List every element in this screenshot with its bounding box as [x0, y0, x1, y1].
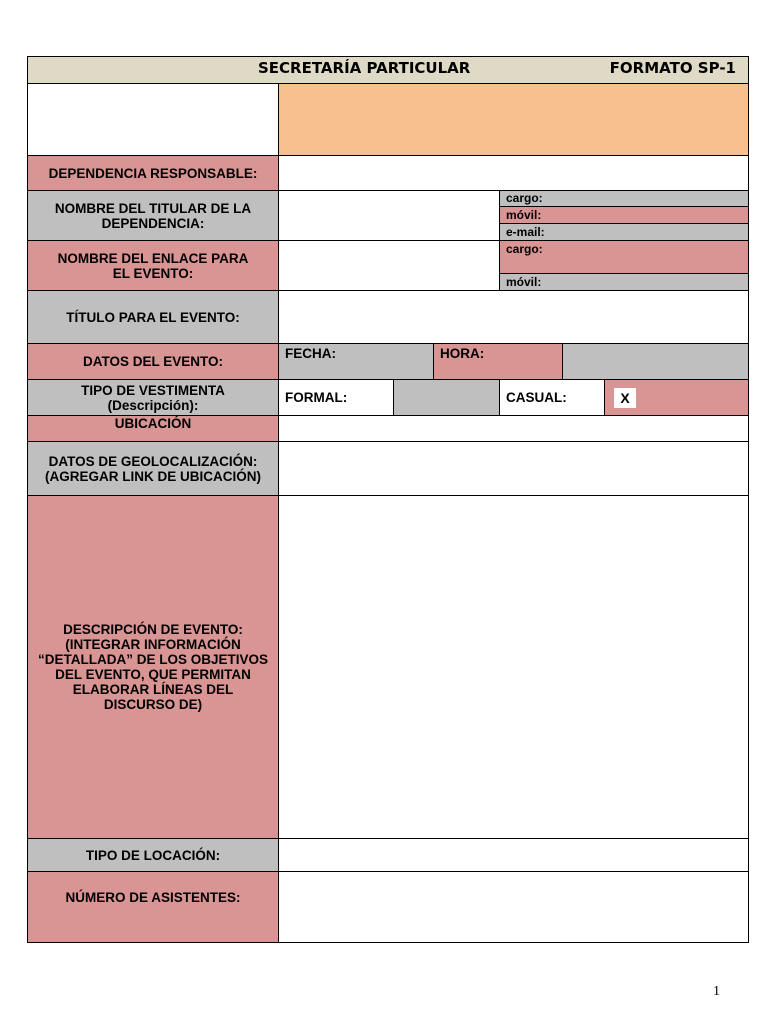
locacion-label: TIPO DE LOCACIÓN:: [27, 838, 279, 872]
casual-checkbox[interactable]: [604, 379, 749, 416]
geolocalizacion-label: DATOS DE GEOLOCALIZACIÓN: (AGREGAR LINK DE UBICACIÓN): [27, 441, 279, 496]
hora-field[interactable]: HORA:: [433, 343, 563, 380]
form-header: [27, 56, 749, 84]
formal-checkbox[interactable]: [393, 379, 500, 416]
titulo-field[interactable]: [278, 290, 749, 344]
titulo-label: TÍTULO PARA EL EVENTO:: [27, 290, 279, 344]
asistentes-label: NÚMERO DE ASISTENTES:: [27, 871, 279, 943]
titular-label: NOMBRE DEL TITULAR DE LA DEPENDENCIA:: [27, 190, 279, 241]
header-title: SECRETARÍA PARTICULAR: [258, 59, 471, 77]
dependencia-field[interactable]: [278, 155, 749, 191]
ubicacion-field[interactable]: [278, 415, 749, 442]
event-form: [27, 56, 749, 943]
titular-name-field[interactable]: [278, 190, 500, 241]
geolocalizacion-field[interactable]: [278, 441, 749, 496]
dependencia-label: DEPENDENCIA RESPONSABLE:: [27, 155, 279, 191]
vestimenta-label: TIPO DE VESTIMENTA (Descripción):: [27, 379, 279, 416]
banner-area: [278, 83, 749, 156]
logo-area: [27, 83, 279, 156]
enlace-cargo-field[interactable]: cargo:: [499, 240, 749, 274]
datos-label: DATOS DEL EVENTO:: [27, 343, 279, 380]
casual-label: CASUAL:: [499, 379, 605, 416]
enlace-movil-field[interactable]: móvil:: [499, 273, 749, 291]
formal-label: FORMAL:: [278, 379, 394, 416]
ubicacion-label: UBICACIÓN: [27, 415, 279, 442]
enlace-name-field[interactable]: [278, 240, 500, 291]
locacion-field[interactable]: [278, 838, 749, 872]
descripcion-label: DESCRIPCIÓN DE EVENTO: (INTEGRAR INFORMACIÓN “DETALLADA” DE LOS OBJETIVOS DEL EVENTO, QUE PERMITAN ELABORAR LÍNEAS DEL DISCURSO DE): [27, 495, 279, 839]
format-code: FORMATO SP-1: [609, 59, 736, 77]
enlace-label: NOMBRE DEL ENLACE PARA EL EVENTO:: [27, 240, 279, 291]
page-number: 1: [713, 984, 720, 999]
casual-check-mark: X: [614, 388, 636, 408]
asistentes-field[interactable]: [278, 871, 749, 943]
descripcion-field[interactable]: [278, 495, 749, 839]
fecha-field[interactable]: FECHA:: [278, 343, 434, 380]
hora-value-field[interactable]: [562, 343, 749, 380]
titular-email-field[interactable]: e-mail:: [499, 223, 749, 241]
titular-cargo-field[interactable]: cargo:: [499, 190, 749, 207]
titular-movil-field[interactable]: móvil:: [499, 206, 749, 224]
